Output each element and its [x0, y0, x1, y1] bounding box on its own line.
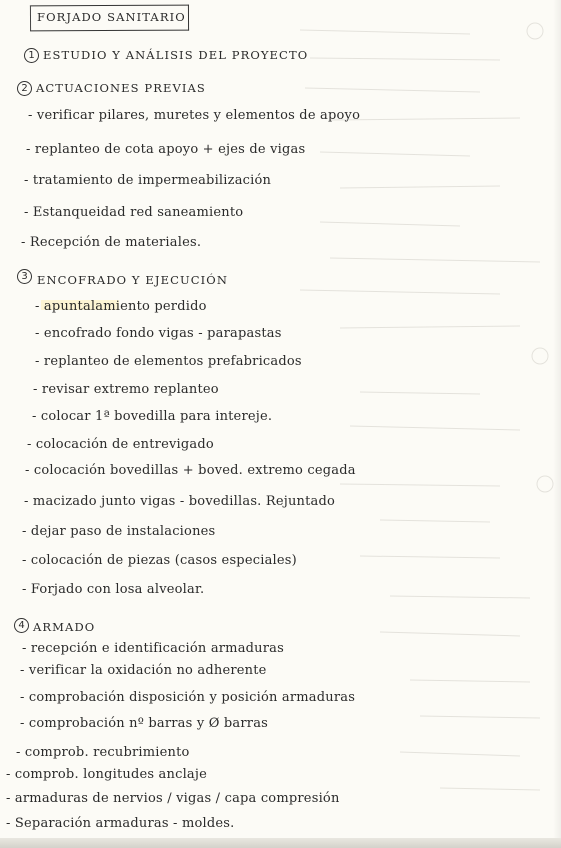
section-3-item: - colocación de piezas (casos especiales)	[22, 553, 297, 568]
section-2-item: - tratamiento de impermeabilización	[24, 173, 272, 188]
section-2-item: - verificar pilares, muretes y elementos de apoyo	[28, 108, 361, 123]
section-3-item: - dejar paso de instalaciones	[22, 524, 216, 539]
section-3-item: - Forjado con losa alveolar.	[22, 582, 205, 597]
section-3-item: - colocación de entrevigado	[27, 437, 214, 452]
section-2-item: - Recepción de materiales.	[21, 235, 202, 250]
section-1-heading: ESTUDIO Y ANÁLISIS DEL PROYECTO	[43, 48, 309, 62]
section-4-item: - armaduras de nervios / vigas / capa compresión	[6, 791, 340, 806]
sheet-bottom-edge	[0, 838, 561, 848]
section-3-item: - colocación bovedillas + boved. extremo cegada	[25, 463, 356, 478]
section-4-item: - verificar la oxidación no adherente	[20, 663, 267, 678]
page-title: FORJADO SANITARIO	[37, 10, 186, 24]
section-2-heading: ACTUACIONES PREVIAS	[36, 81, 206, 95]
section-2-item: - replanteo de cota apoyo + ejes de vigas	[26, 142, 306, 157]
section-3-item: - apuntalamiento perdido	[35, 299, 207, 314]
section-4-heading: ARMADO	[33, 620, 96, 634]
page-edge-shadow	[553, 0, 561, 848]
section-4-item: - comprobación disposición y posición armaduras	[20, 690, 356, 705]
section-3-item: - colocar 1ª bovedilla para intereje.	[32, 409, 273, 424]
section-4-item: - Separación armaduras - moldes.	[6, 816, 235, 831]
section-3-number: 3	[17, 269, 32, 284]
section-4-number: 4	[14, 618, 29, 633]
section-3-item: - revisar extremo replanteo	[33, 382, 219, 397]
section-3-item: - encofrado fondo vigas - parapastas	[35, 326, 282, 341]
section-4-item: - recepción e identificación armaduras	[22, 641, 284, 656]
section-4-item: - comprobación nº barras y Ø barras	[20, 716, 269, 731]
section-4-item: - comprob. recubrimiento	[16, 745, 190, 760]
section-4-item: - comprob. longitudes anclaje	[6, 767, 207, 782]
section-1-number: 1	[24, 48, 39, 63]
section-3-item: - replanteo de elementos prefabricados	[35, 354, 302, 369]
section-2-item: - Estanqueidad red saneamiento	[24, 205, 244, 220]
section-2-number: 2	[17, 81, 32, 96]
section-3-item: - macizado junto vigas - bovedillas. Rejuntado	[24, 494, 336, 509]
section-3-heading: ENCOFRADO Y EJECUCIÓN	[37, 273, 229, 287]
